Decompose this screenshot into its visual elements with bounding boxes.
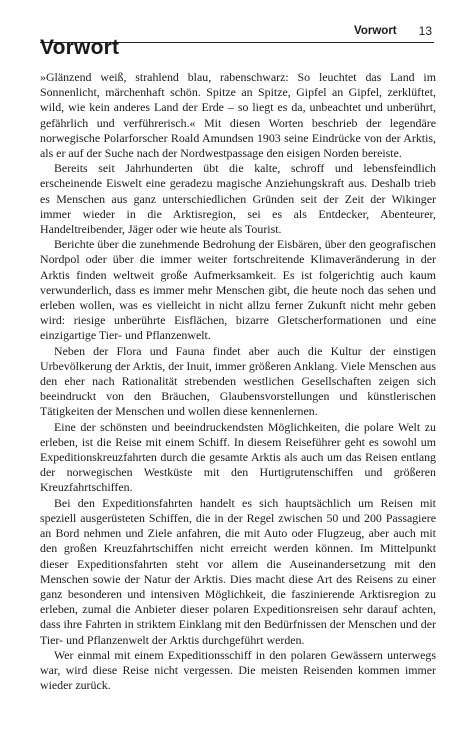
paragraph: Eine der schönsten und beeindruckendsten Möglichkeiten, die polare Welt zu erleben, ist die Reise mit einem Schiff. In diesem Reiseführer geht es sowohl um Expeditionskreuzfahrten durch die gesamte Arktis als auch um das Reisen entlang der norwegischen Westküste mit den Hurtigrutenschiffen und größeren Kreuzfahrtschiffen. (40, 419, 436, 495)
paragraph: Bei den Expeditionsfahrten handelt es sich hauptsächlich um Reisen mit speziell ausgerüsteten Schiffen, die in der Regel zwischen 50 und 200 Passagiere an Bord nehmen und Ziele anfahren, die mit Auto oder Flugzeug, aber auch mit den großen Kreuzfahrtschiffen nicht erreicht werden können. Im Mittelpunkt dieser Expeditionsfahrten steht vor allem die Auseinandersetzung mit den Menschen sowie der Natur der Arktis. Dies macht diese Art des Reisens zu einer ganz besonderen und intensiven Möglichkeit, die faszinierende Arktisregion zu erleben, zumal die Anbieter dieser polaren Expeditionsreisen sehr darauf achten, dass ihre Fahrten in striktem Einklang mit den Bedürfnissen der Menschen und der Tier- und Pflanzenwelt der Arktis durchgeführt werden. (40, 495, 436, 647)
paragraph: Neben der Flora und Fauna findet aber auch die Kultur der einstigen Urbevölkerung der Arktis, der Inuit, immer größeren Anklang. Viele Menschen aus den eher nach Rationalität strebenden westlichen Gesellschaften zeigen sich beeindruckt von den Bräuchen, Glaubensvorstellungen und künstlerischen Tätigkeiten der Menschen und wollen diese kennenlernen. (40, 343, 436, 419)
body-text (40, 70, 436, 693)
paragraph: Bereits seit Jahrhunderten übt die kalte, schroff und lebensfeindlich erscheinende Eiswelt eine geradezu magische Anziehungskraft aus. Deshalb trieb es Menschen aus ganz unterschiedlichen Gründen seit der Zeit der Wikinger immer wieder in die Arktisregion, sei es als Entdecker, Abenteurer, Handeltreibender, Jäger oder wie heute als Tourist. (40, 161, 436, 237)
chapter-title: Vorwort (40, 36, 120, 59)
running-header-title: Vorwort (354, 25, 397, 37)
paragraph: Wer einmal mit einem Expeditionsschiff in den polaren Gewässern unterwegs war, wird diese Reise nicht vergessen. Die meisten Reisenden kommen immer wieder zurück. (40, 647, 436, 693)
page-number: 13 (418, 24, 432, 38)
paragraph: Berichte über die zunehmende Bedrohung der Eisbären, über den geografischen Nordpol oder über die immer weiter fortschreitende Klimaveränderung in der Arktis finden weltweit große Aufmerksamkeit. Es ist folgerichtig auch kaum verwunderlich, dass es immer mehr Menschen gibt, die heute noch das sehen und erleben wollen, was es vielleicht in nicht allzu ferner Zukunft nicht mehr geben wird: riesige unberührte Eisflächen, bizarre Gletscherformationen und eine einzigartige Tier- und Pflanzenwelt. (40, 237, 436, 343)
paragraph: »Glänzend weiß, strahlend blau, rabenschwarz: So leuchtet das Land im Sonnenlicht, märchenhaft schön. Spitze an Spitze, Gipfel an Gipfel, zerklüftet, wild, wie kein anderes Land der Erde – so liegt es da, unbeachtet und unberührt, gefährlich und verführerisch.« Mit diesen Worten beschrieb der legendäre norwegische Polarforscher Roald Amundsen 1903 seine Eindrücke von der Arktis, als er auf der Suche nach der Nordwestpassage den eisigen Norden bereiste. (40, 70, 436, 161)
